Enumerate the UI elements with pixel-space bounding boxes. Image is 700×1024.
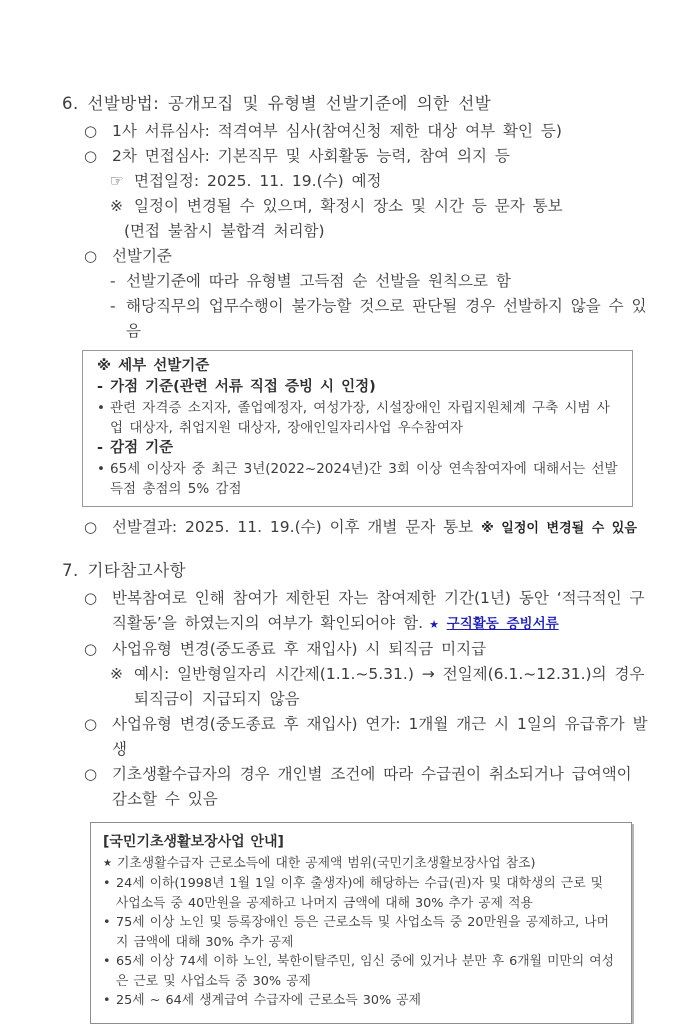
penalty-criteria-title: - 감점 기준 <box>97 440 174 456</box>
livelihood-info-box <box>90 822 632 1024</box>
star-icon: ★ <box>429 618 439 631</box>
penalty-criteria-item <box>97 459 620 499</box>
item-second-interview <box>62 144 654 169</box>
dot-bullet-icon: • <box>97 461 105 477</box>
section-other-notes <box>62 557 654 1024</box>
criteria-rule-1 <box>62 269 654 294</box>
deduction-rule-under24-text: 24세 이하(1998년 1월 1일 이후 출생자)에 해당하는 수급(권)자 및 대학생의 근로 및 사업소득 중 40만원을 공제하고 나머지 금액에 대해 30% 추가 공제 적용 <box>116 876 603 911</box>
detail-criteria-box <box>82 350 633 507</box>
item-type-change-leave <box>62 712 654 762</box>
pointing-hand-icon: ☞ <box>110 172 124 190</box>
circle-bullet-icon: ○ <box>84 518 98 536</box>
selection-result-text: 선발결과: 2025. 11. 19.(수) 이후 개별 문자 통보 <box>112 518 474 536</box>
bonus-criteria-item <box>97 398 620 438</box>
section-selection-method <box>62 90 654 541</box>
deduction-range-subtitle-text: 기초생활수급자 근로소득에 대한 공제액 범위(국민기초생활보장사업 참조) <box>117 856 536 871</box>
bonus-criteria-title: - 가점 기준(관련 서류 직접 증빙 시 인정) <box>97 379 376 395</box>
job-search-evidence-link-text: 구직활동 증빙서류 <box>446 616 559 632</box>
dot-bullet-icon: • <box>97 400 105 416</box>
dot-bullet-icon: • <box>103 915 111 930</box>
item-selection-result <box>62 515 654 541</box>
circle-bullet-icon: ○ <box>84 640 98 658</box>
interview-schedule-line <box>62 169 654 194</box>
circle-bullet-icon: ○ <box>84 765 98 783</box>
job-search-evidence-link[interactable] <box>429 616 559 632</box>
basic-livelihood-text: 기초생활수급자의 경우 개인별 조건에 따라 수급권이 취소되거나 급여액이 감소할 수 있음 <box>112 765 632 808</box>
criteria-rule-2-text: 해당직무의 업무수행이 불가능할 것으로 판단될 경우 선발하지 않을 수 있음 <box>126 297 647 340</box>
deduction-range-subtitle <box>103 854 619 874</box>
deduction-rule-65to74-text: 65세 이상 74세 이하 노인, 북한이탈주민, 임신 중에 있거나 분만 후 6개월 미만의 여성은 근로 및 사업소득 중 30% 공제 <box>116 954 614 989</box>
interview-schedule-text: 면접일정: 2025. 11. 19.(수) 예정 <box>134 172 382 190</box>
section-6-heading: 6. 선발방법: 공개모집 및 유형별 선발기준에 의한 선발 <box>62 94 492 113</box>
deduction-rule-65to74 <box>103 952 619 991</box>
schedule-change-note-text: 일정이 변경될 수 있으며, 확정시 장소 및 시간 등 문자 통보 <box>134 197 563 215</box>
reference-mark-icon: ※ <box>110 665 123 683</box>
item-first-screening <box>62 119 654 144</box>
severance-example-text: 예시: 일반형일자리 시간제(1.1.~5.31.) → 전일제(6.1.~12.31.)의 경우 퇴직금이 지급되지 않음 <box>134 665 645 708</box>
repeat-participation-line <box>112 586 654 637</box>
livelihood-info-box-title: [국민기초생활보장사업 안내] <box>103 834 284 850</box>
item-basic-livelihood <box>62 762 654 812</box>
deduction-rule-25to64 <box>103 991 619 1011</box>
criteria-rule-1-text: 선발기준에 따라 유형별 고득점 순 선발을 원칙으로 함 <box>126 272 511 290</box>
reference-mark-icon: ※ <box>110 197 123 215</box>
schedule-change-note <box>62 194 654 219</box>
circle-bullet-icon: ○ <box>84 715 98 733</box>
deduction-rule-over75 <box>103 913 619 952</box>
dot-bullet-icon: • <box>103 876 111 891</box>
item-type-change-severance <box>62 637 654 662</box>
item-selection-criteria <box>62 244 654 269</box>
circle-bullet-icon: ○ <box>84 147 98 165</box>
dash-icon: - <box>110 297 116 315</box>
no-show-note <box>62 219 654 244</box>
severance-example <box>62 662 654 712</box>
selection-result-note: ※ 일정이 변경될 수 있음 <box>481 521 637 536</box>
repeat-participation-text: 반복참여로 인해 참여가 제한된 자는 참여제한 기간(1년) 동안 ‘적극적인 구직활동’을 하였는지의 여부가 확인되어야 함. <box>112 589 645 632</box>
penalty-criteria-item-text: 65세 이상자 중 최근 3년(2022~2024년)간 3회 이상 연속참여자에 대해서는 선발 득점 총점의 5% 감점 <box>110 461 618 497</box>
dot-bullet-icon: • <box>103 954 111 969</box>
deduction-rule-over75-text: 75세 이상 노인 및 등록장애인 등은 근로소득 및 사업소득 중 20만원을 공제하고, 나머지 금액에 대해 30% 추가 공제 <box>116 915 610 950</box>
selection-result-line <box>112 515 654 541</box>
detail-criteria-box-title: ※ 세부 선발기준 <box>97 358 210 374</box>
dash-icon: - <box>110 272 116 290</box>
circle-bullet-icon: ○ <box>84 247 98 265</box>
criteria-rule-2 <box>62 294 654 344</box>
deduction-rule-25to64-text: 25세 ~ 64세 생계급여 수급자에 근로소득 30% 공제 <box>116 993 421 1008</box>
dot-bullet-icon: • <box>103 993 111 1008</box>
deduction-rule-under24 <box>103 874 619 913</box>
no-show-note-text: (면접 불참시 불합격 처리함) <box>124 222 325 240</box>
item-repeat-participation <box>62 586 654 637</box>
selection-criteria-label: 선발기준 <box>112 247 172 265</box>
circle-bullet-icon: ○ <box>84 122 98 140</box>
circle-bullet-icon: ○ <box>84 589 98 607</box>
type-change-severance-text: 사업유형 변경(중도종료 후 재입사) 시 퇴직금 미지급 <box>112 640 487 658</box>
section-7-heading: 7. 기타참고사항 <box>62 561 187 580</box>
item-second-interview-text: 2차 면접심사: 기본직무 및 사회활동 능력, 참여 의지 등 <box>112 147 510 165</box>
bonus-criteria-item-text: 관련 자격증 소지자, 졸업예정자, 여성가장, 시설장애인 자립지원체계 구축 시범 사업 대상자, 취업지원 대상자, 장애인일자리사업 우수참여자 <box>110 400 610 436</box>
star-icon: ★ <box>103 858 112 869</box>
type-change-leave-text: 사업유형 변경(중도종료 후 재입사) 연가: 1개월 개근 시 1일의 유급휴가 발생 <box>112 715 648 758</box>
item-first-screening-text: 1사 서류심사: 적격여부 심사(참여신청 제한 대상 여부 확인 등) <box>112 122 562 140</box>
